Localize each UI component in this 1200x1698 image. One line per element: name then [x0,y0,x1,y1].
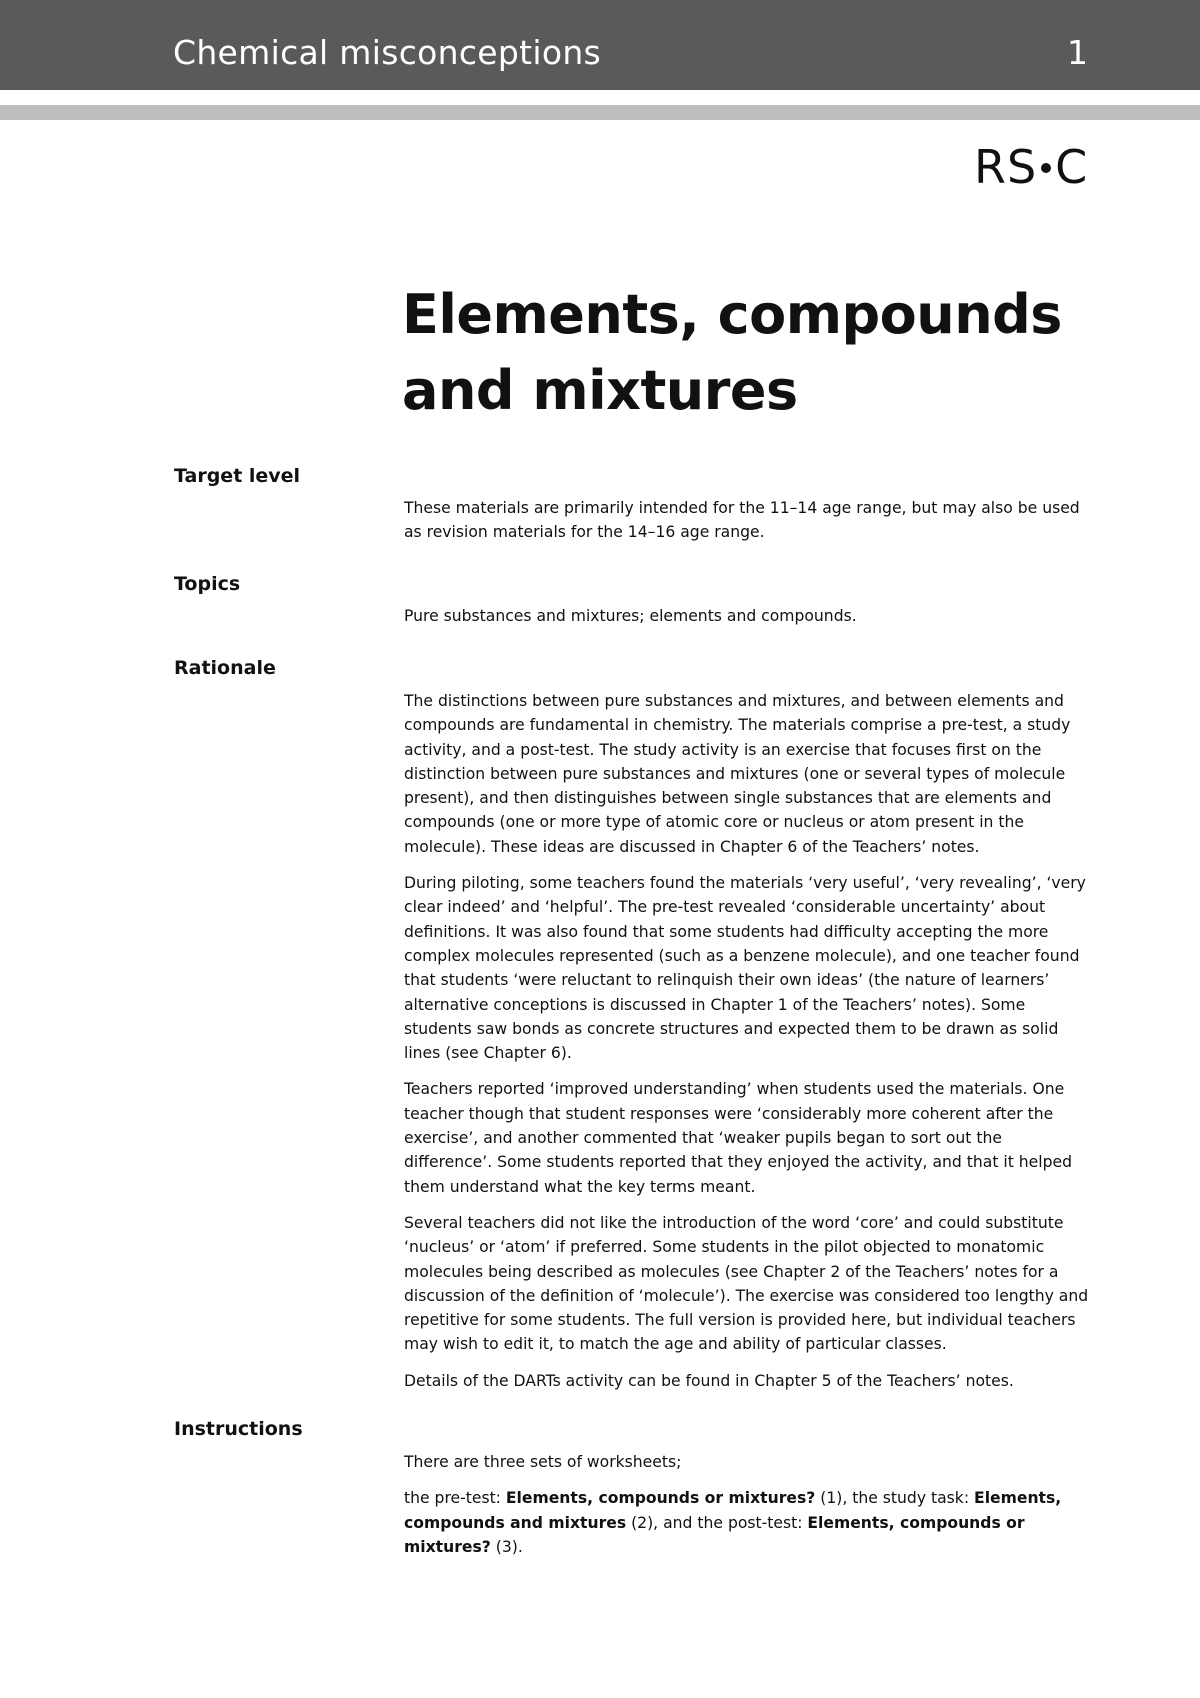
logo-text-right: C [1055,140,1089,194]
target-level-text: These materials are primarily intended for the 11–14 age range, but may also be used as revision materials for the 14–16 age range. [404,499,1080,542]
worksheet-text: (2), and the post-test: [626,1513,808,1532]
header-bar [0,0,1200,90]
rationale-paragraph: Teachers reported ‘improved understanding’ when students used the materials. One teacher though that student responses were ‘considerably more coherent after the exercise’, and another commented that ‘weaker pupils began to sort out the difference’. Some students reported that they enjoyed the activity, and that it helped them understand what the key terms meant. [404,1080,1072,1196]
rationale-paragraph: Several teachers did not like the introduction of the word ‘core’ and could substitute ‘nucleus’ or ‘atom’ if preferred. Some students in the pilot objected to monatomic molecules being described as molecules (see Chapter 2 of the Teachers’ notes for a discussion of the definition of ‘molecule’). The exercise was considered too lengthy and repetitive for some students. The full version is provided here, but individual teachers may wish to edit it, to match the age and ability of particular classes. [404,1213,1089,1354]
instructions-heading: Instructions [174,1418,303,1440]
instructions-worksheet-list [404,1486,1094,1559]
worksheet-title-pretest: Elements, compounds or mixtures? [505,1489,816,1508]
page-number: 1 [1067,33,1088,72]
document-title [402,277,1102,429]
topics-text: Pure substances and mixtures; elements and compounds. [404,607,857,625]
rationale-paragraph: The distinctions between pure substances and mixtures, and between elements and compounds are fundamental in chemistry. The materials comprise a pre-test, a study activity, and a post-test. The study activity is an exercise that focuses first on the distinction between pure substances and mixtures (one or several types of molecule present), and then distinguishes between single substances that are elements and compounds (one or more type of atomic core or nucleus or atom present in the molecule). These ideas are discussed in Chapter 6 of the Teachers’ notes. [404,692,1071,856]
rationale-heading: Rationale [174,657,276,679]
logo-text-left: RS [974,140,1038,194]
topics-heading: Topics [174,573,241,595]
title-line-1: Elements, compounds [402,283,1062,346]
header-divider [0,105,1200,120]
running-header-title: Chemical misconceptions [173,33,602,72]
instructions-intro: There are three sets of worksheets; [404,1453,682,1471]
rationale-paragraph: During piloting, some teachers found the materials ‘very useful’, ‘very revealing’, ‘very clear indeed’ and ‘helpful’. The pre-test revealed ‘considerable uncertainty’ about definitions. It was also found that some students had difficulty accepting the more complex molecules represented (such as a benzene molecule), and one teacher found that students ‘were reluctant to relinquish their own ideas’ (the nature of learners’ alternative conceptions is discussed in Chapter 1 of the Teachers’ notes). Some students saw bonds as concrete structures and expected them to be drawn as solid lines (see Chapter 6). [404,874,1086,1063]
worksheet-title-posttest: Elements, compounds or mixtures? [404,1513,1025,1556]
rsc-logo [974,140,1088,194]
instructions-body [404,1450,1094,1559]
rationale-body [404,689,1094,1393]
logo-dot [1041,163,1051,173]
target-level-heading: Target level [174,465,301,487]
worksheet-text: (3). [490,1537,523,1556]
worksheet-text: (1), the study task: [815,1489,975,1508]
target-level-body [404,496,1094,545]
title-line-2: and mixtures [402,359,798,422]
worksheet-title-study: Elements, compounds and mixtures [404,1489,1062,1532]
worksheet-text: the pre-test: [404,1489,506,1508]
topics-body [404,604,1094,628]
rationale-paragraph: Details of the DARTs activity can be found in Chapter 5 of the Teachers’ notes. [404,1371,1014,1390]
